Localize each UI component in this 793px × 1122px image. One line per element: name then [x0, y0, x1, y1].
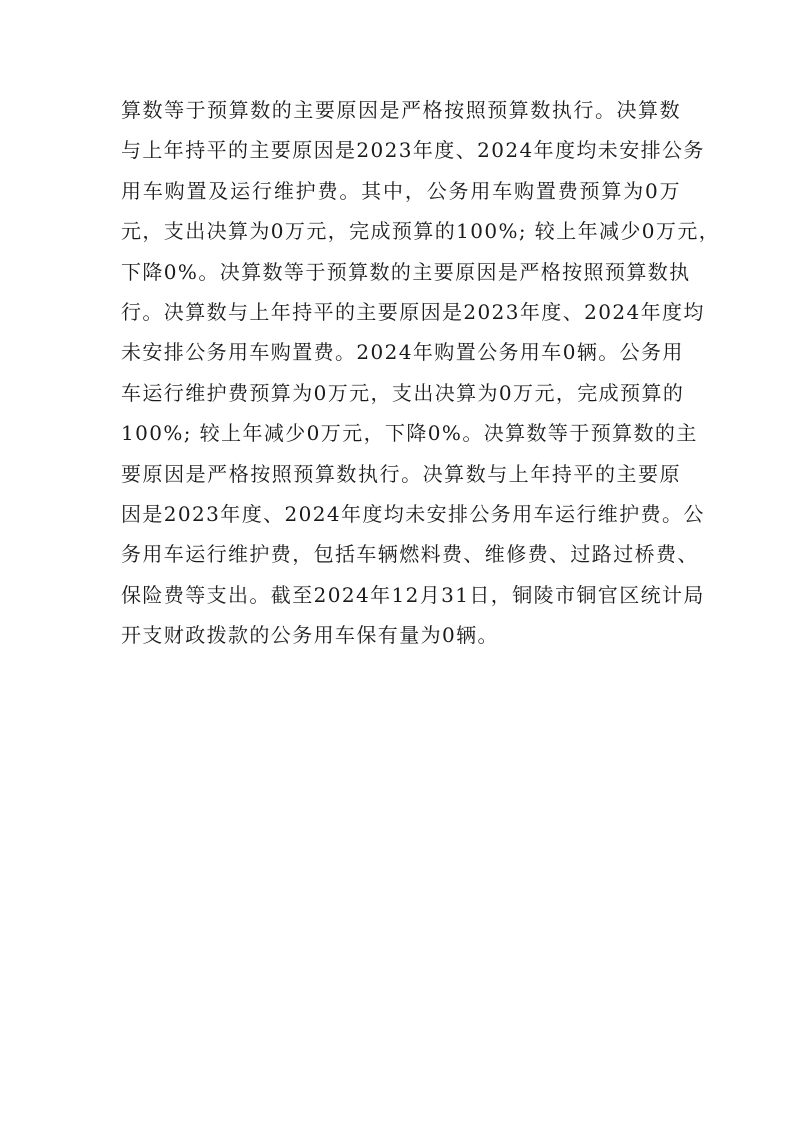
paragraph-line-5: 下降0%。决算数等于预算数的主要原因是严格按照预算数执	[121, 259, 691, 284]
paragraph-line-9: 100%; 较上年减少0万元，下降0%。决算数等于预算数的主	[121, 421, 698, 446]
body-paragraph	[121, 90, 721, 655]
paragraph-line-2: 与上年持平的主要原因是2023年度、2024年度均未安排公务	[121, 138, 705, 163]
paragraph-line-8: 车运行维护费预算为0万元，支出决算为0万元，完成预算的	[121, 380, 685, 405]
paragraph-line-10: 要原因是严格按照预算数执行。决算数与上年持平的主要原	[121, 461, 681, 486]
paragraph-line-3: 用车购置及运行维护费。其中，公务用车购置费预算为0万	[121, 178, 681, 203]
paragraph-line-7: 未安排公务用车购置费。2024年购置公务用车0辆。公务用	[121, 340, 684, 365]
paragraph-line-1: 算数等于预算数的主要原因是严格按照预算数执行。决算数	[121, 98, 681, 122]
paragraph-line-12: 务用车运行维护费，包括车辆燃料费、维修费、过路过桥费、	[121, 542, 699, 567]
paragraph-line-6: 行。决算数与上年持平的主要原因是2023年度、2024年度均	[121, 299, 705, 324]
paragraph-line-14: 开支财政拨款的公务用车保有量为0辆。	[121, 623, 499, 648]
paragraph-line-4: 元，支出决算为0万元，完成预算的100%; 较上年减少0万元，	[121, 219, 721, 244]
paragraph-line-13: 保险费等支出。截至2024年12月31日，铜陵市铜官区统计局	[121, 582, 705, 607]
paragraph-line-11: 因是2023年度、2024年度均未安排公务用车运行维护费。公	[121, 501, 705, 526]
